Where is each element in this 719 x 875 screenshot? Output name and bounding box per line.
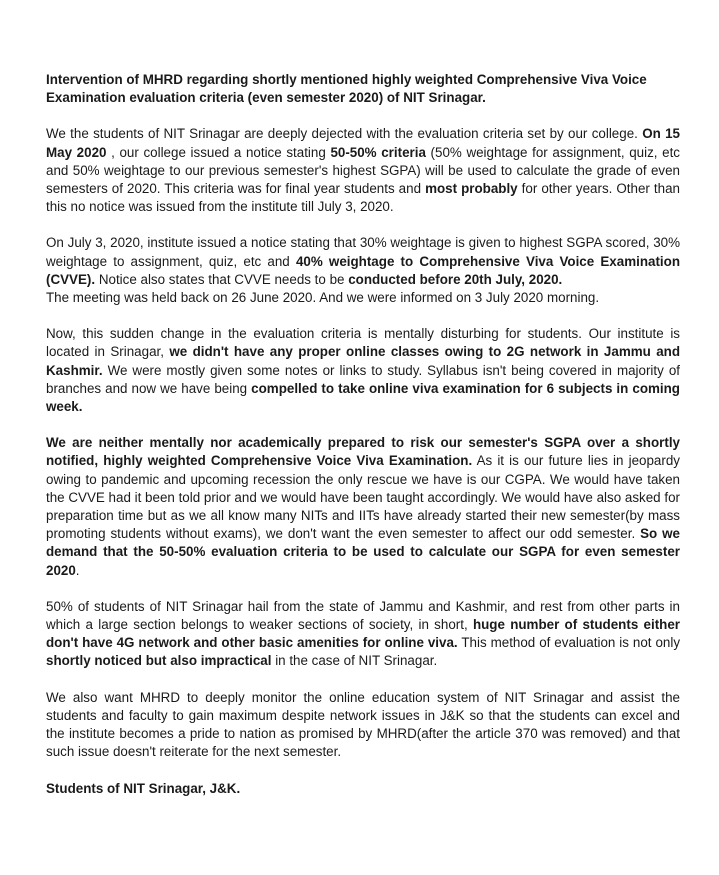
emphasized-text: On 15 May 2020 [46, 126, 680, 160]
emphasized-text: shortly noticed but also impractical [46, 653, 272, 669]
body-paragraph [46, 125, 680, 216]
letter-document [46, 71, 680, 798]
emphasized-text: 40% weightage to Comprehensive Viva Voice Examination (CVVE). [46, 253, 680, 287]
paragraph-text: We were mostly given some notes or links to study. Syllabus isn't being covered in majority of branches and now we have being [46, 362, 680, 396]
letter-signature: Students of NIT Srinagar, J&K. [46, 780, 241, 796]
emphasized-text: We are neither mentally nor academically prepared to risk our semester's SGPA over a shortly notified, highly weighted Comprehensive Voice Viva Examination. [46, 435, 680, 469]
letter-body [46, 125, 680, 761]
paragraph-text: On July 3, 2020, institute issued a notice stating that 30% weightage is given to highest SGPA scored, 30% weightage to assignment, quiz, etc and [46, 235, 680, 269]
body-paragraph [46, 434, 680, 580]
body-paragraph [46, 234, 680, 307]
paragraph-text: for other years. Other than this no notice was issued from the institute till July 3, 2020. [46, 181, 680, 215]
paragraph-text: As it is our future lies in jeopardy owing to pandemic and upcoming recession the only rescue we have is our CGPA. We would have taken the CVVE had it been told prior and we would have been taught accordingly. We would have also asked for preparation time but as we all know many NITs and IITs have already started their new semester(by mass promoting students without exams), we don't want the even semester to affect our odd semester. [46, 453, 680, 542]
emphasized-text: compelled to take online viva examination for 6 subjects in coming week. [46, 380, 680, 415]
paragraph-text: This method of evaluation is not only [457, 635, 681, 651]
emphasized-text: conducted before 20th July, 2020. [348, 271, 563, 287]
body-paragraph [46, 689, 680, 762]
paragraph-text: The meeting was held back on 26 June 2020. And we were informed on 3 July 2020 morning. [46, 290, 600, 306]
emphasized-text: So we demand that the 50-50% evaluation criteria to be used to calculate our SGPA for even semester 2020 [46, 526, 680, 578]
paragraph-text: Notice also states that CVVE needs to be [95, 271, 349, 287]
paragraph-text: . [75, 562, 80, 578]
paragraph-text: Now, this sudden change in the evaluation criteria is mentally disturbing for students. Our institute is located in Srinagar, [46, 326, 680, 360]
emphasized-text: we didn't have any proper online classes owing to 2G network in Jammu and Kashmir. [46, 344, 680, 378]
emphasized-text: huge number of students either don't have 4G network and other basic amenities for online viva. [46, 617, 680, 651]
body-paragraph [46, 598, 680, 671]
paragraph-text: in the case of NIT Srinagar. [271, 653, 438, 669]
paragraph-text: We the students of NIT Srinagar are deeply dejected with the evaluation criteria set by our college. [46, 126, 643, 142]
paragraph-text: 50% of students of NIT Srinagar hail from the state of Jammu and Kashmir, and rest from other parts in which a large section belongs to weaker sections of society, in short, [46, 598, 680, 633]
paragraph-text: , our college issued a notice stating [106, 144, 331, 160]
body-paragraph [46, 325, 680, 416]
paragraph-text: We also want MHRD to deeply monitor the online education system of NIT Srinagar and assist the students and faculty to gain maximum despite network issues in J&K so that the students can excel and the institute becomes a pride to nation as promised by MHRD(after the article 370 was removed) and that such issue doesn't reiterate for the next semester. [46, 689, 680, 760]
paragraph-text: (50% weightage for assignment, quiz, etc and 50% weightage to our previous semester's highest SGPA) will be used to calculate the grade of even semesters of 2020. This criteria was for final year students and [46, 144, 681, 197]
letter-title: Intervention of MHRD regarding shortly mentioned highly weighted Comprehensive Viva Voice Examination evaluation criteria (even semester 2020) of NIT Srinagar. [46, 72, 647, 106]
emphasized-text: most probably [425, 181, 518, 197]
emphasized-text: 50-50% criteria [330, 144, 426, 160]
